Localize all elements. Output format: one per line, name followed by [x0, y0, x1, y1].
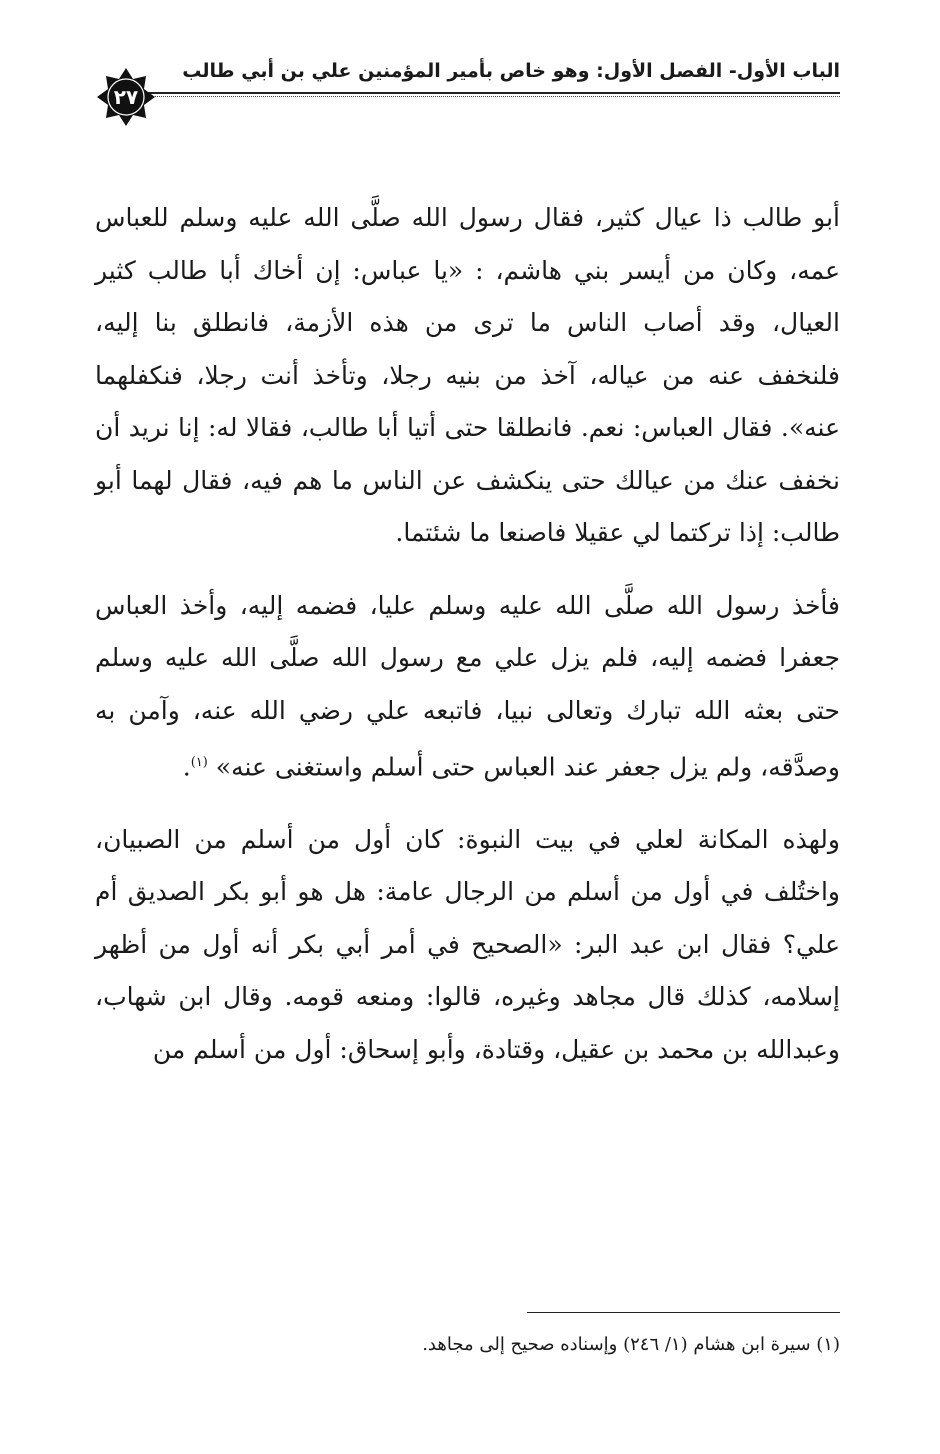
- header-rule: [140, 92, 840, 94]
- main-text: [95, 192, 840, 1096]
- running-header: [95, 56, 840, 116]
- footnote-separator: [527, 1312, 840, 1313]
- page-number-badge: [95, 66, 157, 128]
- paragraph-2: [95, 580, 840, 794]
- header-dotted-rule: [140, 96, 840, 97]
- paragraph-2-text: فأخذ رسول الله صلَّى الله عليه وسلم عليا، فضمه إليه، وأخذ العباس جعفرا فضمه إليه، فلم يزل علي مع رسول الله صلَّى الله عليه وسلم حتى بعثه الله تبارك وتعالى نبيا، فاتبعه علي رضي الله عنه، وآمن به وصدَّقه، ولم يزل جعفر عند العباس حتى أسلم واستغنى عنه»: [95, 590, 840, 782]
- paragraph-2-end: .: [182, 752, 191, 782]
- paragraph-3: ولهذه المكانة لعلي في بيت النبوة: كان أول من أسلم من الصبيان، واختُلف في أول من أسلم من الرجال عامة: هل هو أبو بكر الصديق أم علي؟ فقال ابن عبد البر: «الصحيح في أمر أبي بكر أنه أول من أظهر إسلامه، كذلك قال مجاهد وغيره، قالوا: ومنعه قومه. وقال ابن شهاب، وعبدالله بن محمد بن عقيل، وقتادة، وأبو إسحاق: أول من أسلم من: [95, 824, 840, 1064]
- paragraph-1: أبو طالب ذا عيال كثير، فقال رسول الله صلَّى الله عليه وسلم للعباس عمه، وكان من أيسر بني هاشم، : «يا عباس: إن أخاك أبا طالب كثير العيال، وقد أصاب الناس ما ترى من هذه الأزمة، فانطلق بنا إليه، فلنخفف عنه من عياله، آخذ من بنيه رجلا، وتأخذ أنت رجلا، فنكفلهما عنه». فقال العباس: نعم. فانطلقا حتى أتيا أبا طالب، فقالا له: إنا نريد أن نخفف عنك من عيالك حتى ينكشف عن الناس ما هم فيه، فقال لهما أبو طالب: إذا تركتما لي عقيلا فاصنعا ما شئتما.: [95, 203, 840, 547]
- footnote: (١) سيرة ابن هشام (١/ ٢٤٦) وإسناده صحيح إلى مجاهد.: [422, 1334, 840, 1355]
- chapter-title: الباب الأول- الفصل الأول: وهو خاص بأمير المؤمنين علي بن أبي طالب: [182, 60, 840, 82]
- page-number: ٢٧: [113, 85, 139, 109]
- footnote-reference: (١): [190, 755, 208, 770]
